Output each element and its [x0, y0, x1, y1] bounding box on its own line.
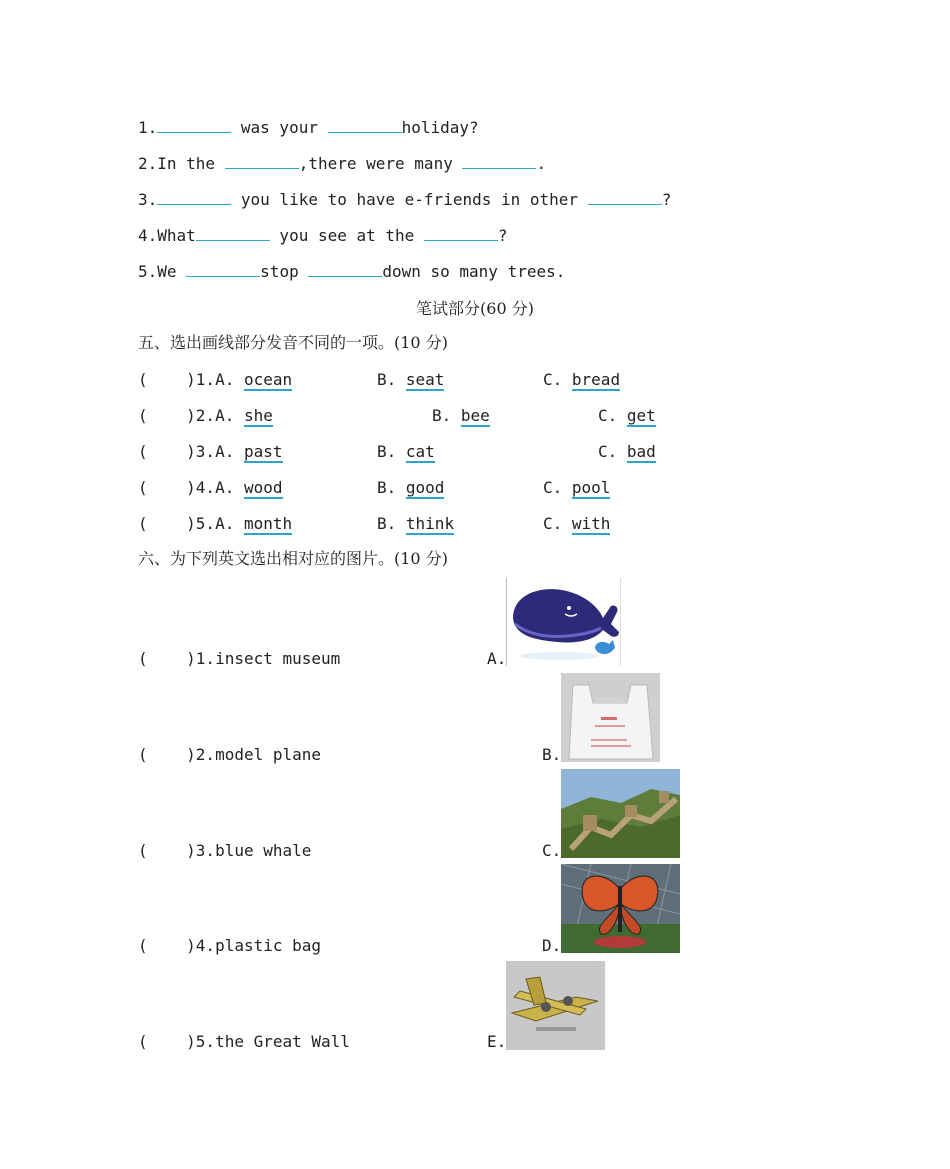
- answer-blank[interactable]: [308, 262, 382, 277]
- option-b[interactable]: B. bee: [432, 406, 490, 425]
- option-c[interactable]: C. get: [598, 406, 656, 425]
- answer-blank[interactable]: [225, 154, 299, 169]
- option-a[interactable]: ocean: [243, 370, 293, 389]
- sentence-2: 2.In the ,there were many .: [138, 154, 547, 173]
- option-c[interactable]: C. bread: [543, 370, 621, 389]
- whale-picture: [506, 578, 621, 666]
- sentence-4: 4.What you see at the ?: [138, 226, 508, 245]
- match-item-text: ( )5.the Great Wall: [138, 1032, 350, 1051]
- sentence-5: 5.We stop down so many trees.: [138, 262, 566, 281]
- answer-blank[interactable]: [462, 154, 536, 169]
- option-a[interactable]: she: [243, 406, 273, 425]
- picture-letter: C.: [542, 841, 562, 860]
- option-a[interactable]: past: [243, 442, 283, 461]
- answer-blank[interactable]: [157, 118, 231, 133]
- match-item-text: ( )2.model plane: [138, 745, 322, 764]
- picture-letter: A.: [487, 649, 507, 668]
- option-c[interactable]: C. bad: [598, 442, 656, 461]
- model-plane-picture: [506, 961, 605, 1050]
- written-part-title: 笔试部分(60 分): [416, 299, 534, 318]
- answer-blank[interactable]: [157, 190, 231, 205]
- answer-blank[interactable]: [328, 118, 402, 133]
- plastic-bag-picture: [561, 673, 660, 762]
- match-item-text: ( )4.plastic bag: [138, 936, 322, 955]
- section5-heading: 五、选出画线部分发音不同的一项。(10 分): [138, 333, 448, 352]
- sentence-1: 1. was your holiday?: [138, 118, 479, 137]
- option-a[interactable]: wood: [243, 478, 283, 497]
- match-item-text: ( )3.blue whale: [138, 841, 312, 860]
- answer-blank[interactable]: [424, 226, 498, 241]
- option-b[interactable]: B. cat: [377, 442, 435, 461]
- picture-letter: D.: [542, 936, 562, 955]
- picture-letter: B.: [542, 745, 562, 764]
- option-a[interactable]: month: [243, 514, 293, 533]
- picture-letter: E.: [487, 1032, 507, 1051]
- answer-blank[interactable]: [196, 226, 270, 241]
- section6-heading: 六、为下列英文选出相对应的图片。(10 分): [138, 549, 448, 568]
- sentence-3: 3. you like to have e-friends in other ?: [138, 190, 672, 209]
- option-c[interactable]: C. with: [543, 514, 611, 533]
- butterfly-museum-picture: [561, 864, 680, 953]
- great-wall-picture: [561, 769, 680, 858]
- answer-blank[interactable]: [186, 262, 260, 277]
- option-b[interactable]: B. good: [377, 478, 445, 497]
- answer-blank[interactable]: [588, 190, 662, 205]
- option-b[interactable]: B. seat: [377, 370, 445, 389]
- match-item-text: ( )1.insect museum: [138, 649, 341, 668]
- option-c[interactable]: C. pool: [543, 478, 611, 497]
- option-b[interactable]: B. think: [377, 514, 455, 533]
